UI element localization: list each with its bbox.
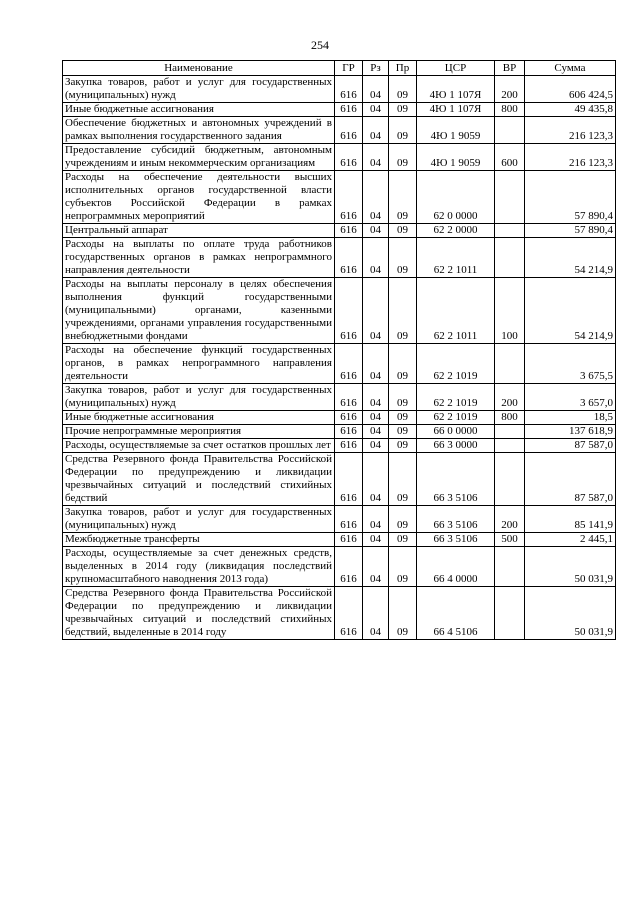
cell-name: Закупка товаров, работ и услуг для государственных (муниципальных) нужд <box>63 76 335 103</box>
cell-name: Закупка товаров, работ и услуг для государственных (муниципальных) нужд <box>63 506 335 533</box>
cell-gr: 616 <box>335 506 363 533</box>
cell-gr: 616 <box>335 411 363 425</box>
cell-sum: 137 618,9 <box>525 425 616 439</box>
cell-vr: 200 <box>495 506 525 533</box>
cell-vr <box>495 238 525 278</box>
table-row <box>63 425 616 439</box>
cell-gr: 616 <box>335 171 363 224</box>
cell-csr: 4Ю 1 107Я <box>417 103 495 117</box>
cell-name: Иные бюджетные ассигнования <box>63 103 335 117</box>
cell-name: Средства Резервного фонда Правительства Российской Федерации по предупреждению и ликвидации чрезвычайных ситуаций и последствий стихийных бедствий, выделенные в 2014 году <box>63 587 335 640</box>
cell-pr: 09 <box>389 453 417 506</box>
table-row <box>63 506 616 533</box>
cell-gr: 616 <box>335 103 363 117</box>
cell-name: Предоставление субсидий бюджетным, автономным учреждениям и иным некоммерческим организациям <box>63 144 335 171</box>
cell-rz: 04 <box>363 117 389 144</box>
cell-rz: 04 <box>363 103 389 117</box>
cell-pr: 09 <box>389 506 417 533</box>
cell-pr: 09 <box>389 425 417 439</box>
cell-name: Иные бюджетные ассигнования <box>63 411 335 425</box>
cell-pr: 09 <box>389 76 417 103</box>
cell-csr: 62 0 0000 <box>417 171 495 224</box>
cell-vr: 800 <box>495 411 525 425</box>
cell-sum: 54 214,9 <box>525 278 616 344</box>
table-row <box>63 144 616 171</box>
cell-sum: 49 435,8 <box>525 103 616 117</box>
cell-csr: 62 2 1011 <box>417 238 495 278</box>
cell-sum: 18,5 <box>525 411 616 425</box>
table-row <box>63 238 616 278</box>
cell-sum: 87 587,0 <box>525 439 616 453</box>
table-row <box>63 224 616 238</box>
cell-sum: 606 424,5 <box>525 76 616 103</box>
col-header-vr: ВР <box>495 61 525 76</box>
cell-sum: 216 123,3 <box>525 117 616 144</box>
cell-pr: 09 <box>389 547 417 587</box>
cell-vr: 500 <box>495 533 525 547</box>
table-row <box>63 411 616 425</box>
col-header-csr: ЦСР <box>417 61 495 76</box>
cell-vr <box>495 344 525 384</box>
cell-pr: 09 <box>389 587 417 640</box>
cell-pr: 09 <box>389 171 417 224</box>
cell-rz: 04 <box>363 587 389 640</box>
cell-gr: 616 <box>335 547 363 587</box>
cell-pr: 09 <box>389 103 417 117</box>
cell-sum: 87 587,0 <box>525 453 616 506</box>
cell-csr: 4Ю 1 9059 <box>417 144 495 171</box>
cell-name: Центральный аппарат <box>63 224 335 238</box>
table-row <box>63 117 616 144</box>
col-header-gr: ГР <box>335 61 363 76</box>
cell-sum: 50 031,9 <box>525 547 616 587</box>
cell-pr: 09 <box>389 117 417 144</box>
cell-pr: 09 <box>389 439 417 453</box>
cell-name: Обеспечение бюджетных и автономных учреждений в рамках выполнения государственного задания <box>63 117 335 144</box>
cell-pr: 09 <box>389 224 417 238</box>
cell-rz: 04 <box>363 224 389 238</box>
cell-rz: 04 <box>363 547 389 587</box>
budget-table <box>62 60 616 640</box>
cell-pr: 09 <box>389 238 417 278</box>
cell-vr <box>495 425 525 439</box>
cell-gr: 616 <box>335 76 363 103</box>
cell-name: Расходы на обеспечение функций государственных органов, в рамках непрограммного направления деятельности <box>63 344 335 384</box>
page-number: 254 <box>311 38 329 52</box>
cell-vr <box>495 587 525 640</box>
cell-csr: 66 0 0000 <box>417 425 495 439</box>
cell-pr: 09 <box>389 384 417 411</box>
table-row <box>63 103 616 117</box>
cell-sum: 50 031,9 <box>525 587 616 640</box>
cell-pr: 09 <box>389 411 417 425</box>
cell-gr: 616 <box>335 587 363 640</box>
cell-csr: 62 2 0000 <box>417 224 495 238</box>
header-row <box>63 61 616 76</box>
cell-sum: 216 123,3 <box>525 144 616 171</box>
cell-csr: 62 2 1019 <box>417 411 495 425</box>
cell-name: Расходы, осуществляемые за счет остатков прошлых лет <box>63 439 335 453</box>
cell-rz: 04 <box>363 238 389 278</box>
cell-rz: 04 <box>363 533 389 547</box>
col-header-name: Наименование <box>63 61 335 76</box>
cell-rz: 04 <box>363 506 389 533</box>
table-row <box>63 278 616 344</box>
table-row <box>63 547 616 587</box>
cell-csr: 62 2 1019 <box>417 344 495 384</box>
cell-sum: 3 675,5 <box>525 344 616 384</box>
cell-vr: 100 <box>495 278 525 344</box>
table-row <box>63 344 616 384</box>
table-body <box>63 76 616 640</box>
table-row <box>63 76 616 103</box>
table-row <box>63 453 616 506</box>
cell-sum: 54 214,9 <box>525 238 616 278</box>
cell-name: Расходы на выплаты персоналу в целях обеспечения выполнения функций государственными (муниципальными) органами, казенными учреждениями, органами управления государственными внебюджетными фондами <box>63 278 335 344</box>
cell-name: Прочие непрограммные мероприятия <box>63 425 335 439</box>
cell-vr <box>495 224 525 238</box>
cell-csr: 66 3 5106 <box>417 533 495 547</box>
cell-vr: 800 <box>495 103 525 117</box>
cell-name: Межбюджетные трансферты <box>63 533 335 547</box>
cell-vr <box>495 117 525 144</box>
table-row <box>63 384 616 411</box>
cell-gr: 616 <box>335 533 363 547</box>
cell-vr: 200 <box>495 384 525 411</box>
table-row <box>63 171 616 224</box>
cell-vr <box>495 171 525 224</box>
cell-csr: 66 3 5106 <box>417 506 495 533</box>
cell-gr: 616 <box>335 224 363 238</box>
cell-gr: 616 <box>335 117 363 144</box>
cell-name: Расходы на выплаты по оплате труда работников государственных органов в рамках непрограммного направления деятельности <box>63 238 335 278</box>
cell-gr: 616 <box>335 344 363 384</box>
cell-rz: 04 <box>363 144 389 171</box>
cell-csr: 66 3 0000 <box>417 439 495 453</box>
cell-pr: 09 <box>389 278 417 344</box>
cell-rz: 04 <box>363 453 389 506</box>
cell-rz: 04 <box>363 76 389 103</box>
cell-gr: 616 <box>335 439 363 453</box>
cell-gr: 616 <box>335 384 363 411</box>
cell-rz: 04 <box>363 425 389 439</box>
cell-name: Расходы на обеспечение деятельности высших исполнительных органов государственной власти субъектов Российской Федерации в рамках непрограммных мероприятий <box>63 171 335 224</box>
cell-name: Средства Резервного фонда Правительства Российской Федерации по предупреждению и ликвидации чрезвычайных ситуаций и последствий стихийных бедствий <box>63 453 335 506</box>
col-header-rz: Рз <box>363 61 389 76</box>
cell-rz: 04 <box>363 439 389 453</box>
col-header-pr: Пр <box>389 61 417 76</box>
cell-csr: 66 3 5106 <box>417 453 495 506</box>
cell-csr: 62 2 1011 <box>417 278 495 344</box>
cell-sum: 57 890,4 <box>525 171 616 224</box>
cell-sum: 57 890,4 <box>525 224 616 238</box>
cell-sum: 85 141,9 <box>525 506 616 533</box>
cell-gr: 616 <box>335 144 363 171</box>
cell-rz: 04 <box>363 344 389 384</box>
cell-name: Закупка товаров, работ и услуг для государственных (муниципальных) нужд <box>63 384 335 411</box>
cell-vr: 600 <box>495 144 525 171</box>
cell-csr: 4Ю 1 107Я <box>417 76 495 103</box>
table-row <box>63 439 616 453</box>
cell-vr <box>495 547 525 587</box>
cell-vr: 200 <box>495 76 525 103</box>
table-row <box>63 533 616 547</box>
cell-rz: 04 <box>363 278 389 344</box>
cell-gr: 616 <box>335 278 363 344</box>
cell-rz: 04 <box>363 171 389 224</box>
table-header <box>63 61 616 76</box>
cell-gr: 616 <box>335 425 363 439</box>
cell-rz: 04 <box>363 411 389 425</box>
cell-sum: 2 445,1 <box>525 533 616 547</box>
cell-csr: 62 2 1019 <box>417 384 495 411</box>
cell-vr <box>495 439 525 453</box>
table-row <box>63 587 616 640</box>
cell-rz: 04 <box>363 384 389 411</box>
cell-sum: 3 657,0 <box>525 384 616 411</box>
cell-pr: 09 <box>389 533 417 547</box>
cell-gr: 616 <box>335 453 363 506</box>
cell-csr: 66 4 5106 <box>417 587 495 640</box>
cell-pr: 09 <box>389 144 417 171</box>
cell-csr: 66 4 0000 <box>417 547 495 587</box>
cell-pr: 09 <box>389 344 417 384</box>
cell-gr: 616 <box>335 238 363 278</box>
cell-csr: 4Ю 1 9059 <box>417 117 495 144</box>
cell-vr <box>495 453 525 506</box>
cell-name: Расходы, осуществляемые за счет денежных средств, выделенных в 2014 году (ликвидация последствий крупномасштабного наводнения 2013 года) <box>63 547 335 587</box>
col-header-sum: Сумма <box>525 61 616 76</box>
